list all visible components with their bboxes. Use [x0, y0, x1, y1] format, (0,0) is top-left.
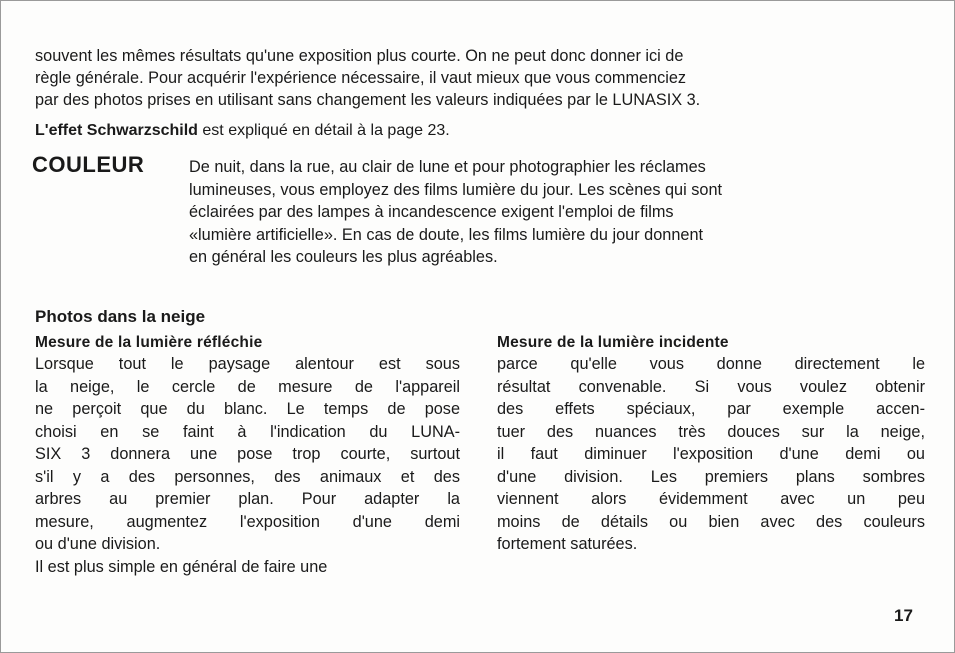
column-line: parce qu'elle vous donne directement le [497, 355, 925, 373]
reflected-light-title: Mesure de la lumière réfléchie [35, 334, 263, 351]
incident-light-text [497, 353, 925, 556]
couleur-line: «lumière artificielle». En cas de doute, les films lumière du jour donnent [189, 225, 704, 244]
snow-section-heading: Photos dans la neige [35, 307, 206, 326]
column-line: des effets spéciaux, par exemple accen- [497, 400, 925, 418]
column-line: Il est plus simple en général de faire une [35, 557, 328, 576]
reflected-light-text [35, 353, 460, 578]
column-line: ou d'une division. [35, 535, 161, 553]
intro-line: par des photos prises en utilisant sans changement les valeurs indiquées par le LUNASIX 3. [35, 91, 701, 109]
couleur-line: en général les couleurs les plus agréables. [189, 248, 498, 266]
column-line: il faut diminuer l'exposition d'une demi ou [497, 445, 925, 463]
intro-paragraph [35, 45, 925, 111]
incident-light-title: Mesure de la lumière incidente [497, 334, 729, 351]
column-line: tuer des nuances très douces sur la neige, [497, 422, 925, 441]
column-line: la neige, le cercle de mesure de l'appareil [35, 377, 460, 396]
couleur-line: éclairées par des lampes à incandescence exigent l'emploi de films [189, 203, 674, 221]
column-line: fortement saturées. [497, 535, 638, 553]
column-line: arbres au premier plan. Pour adapter la [35, 490, 460, 508]
column-line: choisi en se faint à l'indication du LUNA- [35, 422, 460, 441]
column-line: moins de détails ou bien avec des couleurs [497, 512, 925, 531]
column-line: viennent alors évidemment avec un peu [497, 490, 925, 508]
column-line: SIX 3 donnera une pose trop courte, surtout [35, 445, 460, 463]
couleur-heading: COULEUR [32, 152, 145, 177]
column-line: Lorsque tout le paysage alentour est sous [35, 355, 460, 373]
intro-line: règle générale. Pour acquérir l'expérience nécessaire, il vaut mieux que vous commenciez [35, 69, 687, 87]
column-line: ne perçoit que du blanc. Le temps de pose [35, 400, 460, 418]
couleur-line: lumineuses, vous employez des films lumière du jour. Les scènes qui sont [189, 180, 723, 199]
column-line: résultat convenable. Si vous voulez obtenir [497, 377, 925, 396]
column-line: s'il y a des personnes, des animaux et des [35, 467, 460, 486]
schwarzschild-text: est expliqué en détail à la page 23. [197, 122, 450, 139]
intro-line: souvent les mêmes résultats qu'une exposition plus courte. On ne peut donc donner ici de [35, 47, 684, 65]
couleur-paragraph [189, 156, 925, 269]
column-line: d'une division. Les premiers plans sombres [497, 467, 925, 486]
page-number: 17 [894, 606, 913, 625]
couleur-line: De nuit, dans la rue, au clair de lune et pour photographier les réclames [189, 158, 706, 176]
column-line: mesure, augmentez l'exposition d'une demi [35, 512, 460, 531]
schwarzschild-term: L'effet Schwarzschild [35, 122, 198, 139]
schwarzschild-note [35, 120, 925, 142]
